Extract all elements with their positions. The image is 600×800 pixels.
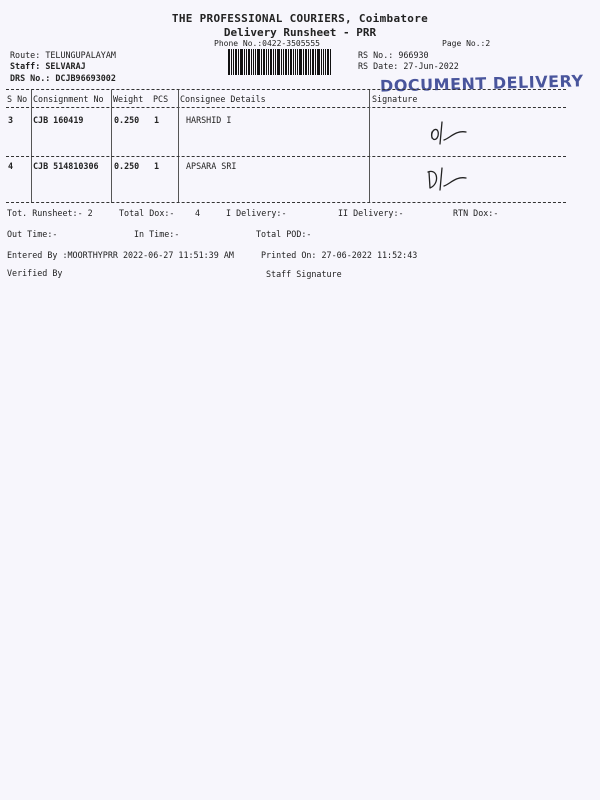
col-weight-header: Weight [113,94,144,104]
row-consignment-no: CJB 514810306 [33,161,99,171]
barcode-bar [255,49,256,75]
barcode-bar [330,49,331,75]
row-consignee: HARSHID I [186,115,232,125]
row-weight: 0.250 [114,161,140,171]
handwritten-signature [426,118,486,148]
barcode-bar [238,49,239,75]
drs-line [10,73,116,83]
document-subtitle: Delivery Runsheet - PRR [223,26,377,39]
col-consignment-header: Consignment No [33,94,104,104]
column-rule [111,90,112,203]
barcode-bar [273,49,274,75]
column-rule [31,90,32,203]
barcode-bar [244,49,245,75]
staff-value: SELVARAJ [45,61,86,71]
barcode-bar [251,49,252,75]
row-sno: 3 [8,115,14,125]
barcode-bar [285,49,287,75]
divider [6,107,566,108]
barcode-bar [299,49,302,75]
barcode-bar [253,49,254,75]
col-consignee-header: Consignee Details [180,94,266,104]
barcode-bar [325,49,326,75]
barcode-bar [323,49,324,75]
barcode-bar [275,49,276,75]
route-line [10,50,116,60]
verified-by: Verified By [7,268,63,278]
rs-no-label: RS No.: [358,50,394,60]
barcode-bar [312,49,314,75]
row-sno: 4 [8,161,14,171]
document-title: THE PROFESSIONAL COURIERS, Coimbatore [171,12,429,25]
rtn-dox: RTN Dox:- [453,208,499,218]
row-consignment-no: CJB 160419 [33,115,84,125]
barcode-bar [231,49,232,75]
total-dox-label: Total Dox:- [119,208,175,218]
barcode-bar [290,49,292,75]
barcode-bar [266,49,267,75]
barcode-bar [293,49,294,75]
handwritten-signature [424,164,484,194]
printed-on: Printed On: 27-06-2022 11:52:43 [261,250,418,260]
drs-value: DCJB96693002 [55,73,116,83]
col-sno-header: S No [7,94,28,104]
route-label: Route: [10,50,41,60]
total-dox-value: 4 [195,208,201,218]
entered-by: Entered By :MOORTHYPRR 2022-06-27 11:51:39 AM [7,250,234,260]
col-pcs-header: PCS [153,94,169,104]
col-signature-header: Signature [372,94,418,104]
barcode-bar [281,49,282,75]
barcode-bar [246,49,247,75]
document-delivery-stamp: DOCUMENT DELIVERY [379,71,584,96]
barcode-bar [248,49,250,75]
barcode-bar [308,49,309,75]
row-weight: 0.250 [114,115,140,125]
barcode-bar [305,49,307,75]
barcode-bar [288,49,289,75]
barcode-bar [261,49,262,75]
barcode-bar [295,49,296,75]
barcode-bar [233,49,234,75]
barcode-bar [270,49,272,75]
barcode-bar [317,49,320,75]
total-runsheet: Tot. Runsheet:- 2 [7,208,93,218]
staff-label: Staff: [10,61,41,71]
i-delivery: I Delivery:- [226,208,287,218]
divider [6,202,566,203]
barcode-bar [228,49,230,75]
barcode-bar [277,49,280,75]
column-rule [369,90,370,203]
divider [6,89,566,90]
row-pcs: 1 [154,115,160,125]
phone-number: Phone No.:0422-3505555 [214,39,320,48]
out-time: Out Time:- [7,229,58,239]
row-consignee: APSARA SRI [186,161,237,171]
barcode-bar [257,49,260,75]
staff-line [10,61,86,71]
rs-no-line [358,50,429,60]
drs-label: DRS No.: [10,73,51,83]
rs-date-line [358,61,459,71]
barcode [228,49,340,75]
barcode-bar [268,49,269,75]
barcode-bar [235,49,237,75]
route-value: TELUNGUPALAYAM [45,50,116,60]
row-pcs: 1 [154,161,160,171]
staff-signature-label: Staff Signature [266,269,342,279]
barcode-bar [310,49,311,75]
page-number: Page No.:2 [442,39,491,48]
barcode-bar [283,49,284,75]
divider [6,156,566,157]
rs-no-value: 966930 [398,50,429,60]
barcode-bar [315,49,316,75]
barcode-bar [303,49,304,75]
barcode-bar [327,49,329,75]
in-time: In Time:- [134,229,180,239]
barcode-bar [240,49,243,75]
column-rule [178,90,179,203]
ii-delivery: II Delivery:- [338,208,404,218]
rs-date-label: RS Date: [358,61,399,71]
barcode-bar [263,49,265,75]
rs-date-value: 27-Jun-2022 [403,61,459,71]
barcode-bar [321,49,322,75]
total-pod: Total POD:- [256,229,312,239]
barcode-bar [297,49,298,75]
